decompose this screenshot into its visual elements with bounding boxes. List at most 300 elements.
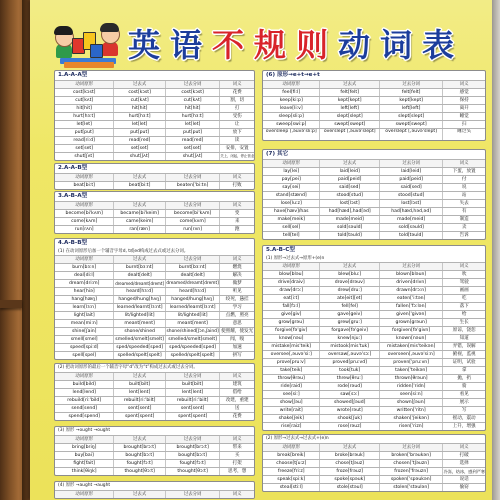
- column-header: 过去式: [114, 256, 165, 263]
- meaning-cell: 写: [461, 408, 467, 413]
- past-tense-cell: shone/shined: [114, 328, 165, 335]
- section-title: 3.A-B-A型: [58, 193, 88, 199]
- base-form-cell: have[hæv]/has: [263, 208, 320, 215]
- meaning-cell: 说: [461, 185, 467, 190]
- past-participle-cell: chosen['tʃəuzn]: [380, 460, 443, 467]
- base-form-cell: read[ri:d]: [55, 137, 114, 144]
- past-tense-cell: lent[lent]: [114, 389, 165, 396]
- table-row: [263, 390, 485, 398]
- section-title: 1.A-A-A型: [58, 72, 88, 78]
- table-section: [262, 245, 486, 431]
- table-section: [54, 70, 255, 161]
- past-participle-cell: kept[kept]: [380, 97, 443, 104]
- past-participle-cell: shown[ʃəun]: [380, 399, 443, 406]
- column-header: 词义: [232, 374, 242, 379]
- section-title: (6) 原形→e+t→e+t: [266, 72, 320, 78]
- table-row: [263, 398, 485, 406]
- base-form-cell: become[bi'kʌm]: [55, 210, 114, 217]
- meaning-cell: 绞死，悬挂: [225, 297, 249, 302]
- poster-title: [128, 27, 464, 63]
- base-form-cell: rebuild[ri:'bild]: [55, 397, 114, 404]
- base-form-cell: give[giv]: [263, 311, 320, 318]
- column-header: 过去分词: [166, 202, 220, 209]
- table-row: [263, 334, 485, 342]
- table-row: [55, 451, 254, 459]
- section-title: 2.A-A-B型: [58, 165, 88, 171]
- past-participle-cell: shaken['ʃeikən]: [380, 415, 443, 422]
- past-participle-cell: slept[slept]: [380, 113, 443, 120]
- base-form-cell: say[sei]: [263, 184, 320, 191]
- table-row: [55, 225, 254, 233]
- kid-right-hair: [100, 23, 119, 32]
- past-participle-cell: left[left]: [380, 105, 443, 112]
- past-participle-cell: stood[stud]: [380, 192, 443, 199]
- base-form-cell: let[let]: [55, 121, 114, 128]
- past-tense-cell: bought[bɔ:t]: [114, 452, 165, 459]
- base-form-cell: sell[sel]: [263, 224, 320, 231]
- past-participle-cell: thought[θɔ:t]: [166, 468, 220, 475]
- past-tense-cell: ate[eit][et]: [320, 295, 379, 302]
- past-tense-cell: learned/learnt[lɜ:nt]: [114, 304, 165, 311]
- table-section: [54, 163, 255, 190]
- table-row: [263, 96, 485, 104]
- table-row: [263, 286, 485, 294]
- base-form-cell: hit[hit]: [55, 105, 114, 112]
- meaning-cell: 建筑: [232, 382, 242, 387]
- past-participle-cell: overseen[,əuvə'si:n]: [380, 351, 443, 358]
- table-row: [55, 88, 254, 96]
- past-tense-cell: lost[lɔst]: [320, 200, 379, 207]
- column-header: 动词原形: [55, 256, 114, 263]
- past-tense-cell: sold[səuld]: [320, 224, 379, 231]
- meaning-cell: 闻，嗅: [230, 337, 245, 342]
- meaning-cell: 原谅，饶恕: [452, 328, 476, 333]
- past-participle-cell: stolen['stəulən]: [380, 484, 443, 491]
- base-form-cell: run[rʌn]: [55, 226, 114, 233]
- table-row: [263, 175, 485, 183]
- table-row: [263, 318, 485, 326]
- table-section: [54, 238, 255, 360]
- letter-block-blue: [90, 44, 103, 58]
- column-header: 过去式: [320, 81, 379, 88]
- base-form-cell: cost[kɔst]: [55, 89, 114, 96]
- column-header: 过去式: [320, 263, 379, 270]
- meaning-cell: 放下: [232, 130, 242, 135]
- meaning-cell: 保持: [459, 98, 469, 103]
- table-header-row: [263, 80, 485, 88]
- past-tense-cell: laid[leid]: [320, 168, 379, 175]
- table-row: [263, 451, 485, 459]
- column-header: 过去式: [114, 436, 165, 443]
- column-header: 词义: [232, 257, 242, 262]
- past-participle-cell: said[sed]: [380, 184, 443, 191]
- table-row: [55, 104, 254, 112]
- table-row: [55, 404, 254, 412]
- table-header-row: [55, 173, 254, 181]
- meaning-cell: 安排，安置: [225, 146, 249, 151]
- past-participle-cell: burnt[bɜ:nt]: [166, 264, 220, 271]
- table-section: [262, 434, 486, 492]
- meaning-cell: 打架: [232, 461, 242, 466]
- table-row: [55, 319, 254, 327]
- meaning-cell: 俯视，监视: [452, 352, 476, 357]
- wall-background: [492, 0, 500, 500]
- column-header: 词义: [459, 445, 469, 450]
- table-header-row: [55, 80, 254, 88]
- title-part: 动词表: [338, 26, 465, 64]
- past-participle-cell: heard[hɜ:d]: [166, 288, 220, 295]
- table-section: [54, 426, 255, 476]
- base-form-cell: draw[drɔ:]: [263, 287, 320, 294]
- past-tense-cell: wrote[rəut]: [320, 407, 379, 414]
- base-form-cell: oversee[,əuvə'si:]: [263, 351, 320, 358]
- meaning-cell: 让: [234, 122, 240, 127]
- past-participle-cell: grown[grəun]: [380, 319, 443, 326]
- column-header: 过去分词: [380, 81, 443, 88]
- past-participle-cell: paid[peid]: [380, 176, 443, 183]
- table-row: [263, 120, 485, 128]
- past-tense-cell: brought[brɔ:t]: [114, 444, 165, 451]
- table-row: [55, 263, 254, 271]
- past-participle-cell: run[rʌn]: [166, 226, 220, 233]
- past-participle-cell: bought[bɔ:t]: [166, 452, 220, 459]
- past-participle-cell: had[hæd,həd,əd]: [380, 208, 443, 215]
- past-participle-cell: shone/shined[ʃɔn,ʃaind]: [166, 329, 219, 334]
- meaning-cell: 知道: [459, 336, 469, 341]
- past-tense-cell: took[tuk]: [320, 367, 379, 374]
- column-header: 词义: [232, 492, 242, 497]
- table-row: [55, 279, 254, 287]
- past-participle-cell: swept[swept]: [380, 121, 443, 128]
- meaning-cell: 说话: [459, 477, 469, 482]
- table-header-row: [55, 201, 254, 209]
- meaning-cell: 有: [461, 209, 467, 214]
- past-tense-cell: dreamed/dreamt[dremt]: [115, 281, 165, 286]
- table-row: [263, 270, 485, 278]
- table-row: [263, 104, 485, 112]
- past-participle-cell: brought[brɔ:t]: [166, 444, 220, 451]
- column-header: 过去分词: [166, 491, 220, 498]
- table-section: [262, 70, 486, 141]
- column-header: 动词原形: [55, 491, 114, 498]
- meaning-cell: 证明，试验: [452, 360, 476, 365]
- table-row: [263, 483, 485, 491]
- base-form-cell: hear[hiə]: [55, 288, 114, 295]
- past-participle-cell: ridden['ridn]: [380, 383, 443, 390]
- base-form-cell: send[send]: [55, 405, 114, 412]
- base-form-cell: sleep[sli:p]: [263, 113, 320, 120]
- table-row: [55, 209, 254, 217]
- wooden-shelf: [0, 0, 31, 500]
- meaning-cell: 落下: [459, 304, 469, 309]
- section-title: 4.A-B-B型: [58, 240, 88, 246]
- column-header: 动词原形: [263, 160, 320, 167]
- table-row: [263, 366, 485, 374]
- base-form-cell: oversleep [,əuvə'sli:p]: [263, 129, 320, 140]
- table-row: [263, 475, 485, 483]
- table-row: [55, 351, 254, 359]
- past-participle-cell: forgiven[fə'givn]: [380, 327, 443, 334]
- past-tense-cell: burnt[bɜ:nt]: [114, 264, 165, 271]
- table-row: [263, 199, 485, 207]
- section-title: (7) 其它: [266, 151, 289, 157]
- past-participle-cell: sent[sent]: [166, 405, 220, 412]
- column-header: 动词原形: [55, 81, 114, 88]
- past-tense-cell: oversaw[,əuvə'sɔ:]: [320, 351, 379, 358]
- past-tense-cell: paid[peid]: [320, 176, 379, 183]
- base-form-cell: spend[spend]: [55, 413, 114, 420]
- table-row: [263, 302, 485, 310]
- column-header: 过去分词: [380, 263, 443, 270]
- past-tense-cell: drew[dru:]: [320, 287, 379, 294]
- past-participle-cell: blown[bləun]: [380, 271, 443, 278]
- base-form-cell: smell[smel]: [55, 336, 114, 343]
- past-tense-cell: knew[nju:]: [320, 335, 379, 342]
- table-row: [263, 382, 485, 390]
- past-participle-cell: drawn[drɔ:n]: [380, 287, 443, 294]
- past-participle-cell: frozen['frəuzn]: [380, 468, 443, 475]
- past-participle-cell: meant[ment]: [166, 320, 220, 327]
- base-form-cell: set[set]: [55, 145, 114, 152]
- meaning-cell: 拼写: [232, 353, 242, 358]
- table-row: [263, 406, 485, 414]
- past-participle-cell: spent[spent]: [166, 413, 220, 420]
- past-tense-cell: cost[kɔst]: [114, 89, 165, 96]
- meaning-cell: 读: [234, 138, 240, 143]
- base-form-cell: freeze[fri:z]: [263, 468, 320, 475]
- meaning-cell: 割，切: [230, 98, 245, 103]
- table-row: [263, 374, 485, 382]
- past-tense-cell: let[let]: [114, 121, 165, 128]
- table-row: [55, 380, 254, 388]
- table-row: [263, 350, 485, 358]
- past-participle-cell: lent[lent]: [166, 389, 220, 396]
- base-form-cell: hurt[hɜ:t]: [55, 113, 114, 120]
- meaning-cell: 使照耀，使发光: [221, 329, 254, 334]
- meaning-cell: 燃烧: [232, 265, 242, 270]
- section-note: (3) 原形 →ought →ought: [58, 428, 111, 433]
- past-tense-cell: thought[θɔ:t]: [114, 468, 165, 475]
- past-tense-cell: shook[ʃuk]: [320, 415, 379, 422]
- table-row: [263, 215, 485, 223]
- meaning-cell: 拿: [461, 368, 467, 373]
- meaning-cell: 骑: [461, 384, 467, 389]
- past-tense-cell: saw[sɔ:]: [320, 391, 379, 398]
- column-header: 过去式: [114, 174, 165, 181]
- meaning-cell: 加速: [232, 345, 242, 350]
- past-tense-cell: mistook[mis'tuk]: [320, 343, 379, 350]
- past-participle-cell: let[let]: [166, 121, 220, 128]
- meaning-cell: 制造: [459, 217, 469, 222]
- base-form-cell: light[lait]: [55, 312, 114, 319]
- base-form-cell: ride[raid]: [263, 383, 320, 390]
- base-form-cell: mean[mi:n]: [55, 320, 114, 327]
- base-form-cell: beat[bi:t]: [55, 182, 114, 189]
- table-row: [55, 388, 254, 396]
- base-form-cell: sweep[swi:p]: [263, 121, 320, 128]
- base-form-cell: shine[ʃain]: [55, 328, 114, 335]
- past-tense-cell: fell[fel]: [320, 303, 379, 310]
- table-row: [263, 422, 485, 430]
- meaning-cell: 点燃，照亮: [225, 313, 249, 318]
- past-participle-cell: lit/lighted[lit]: [166, 312, 220, 319]
- table-row: [55, 327, 254, 335]
- column-header: 词义: [232, 175, 242, 180]
- past-tense-cell: meant[ment]: [114, 320, 165, 327]
- past-participle-cell: overslept [,əuvə'slept]: [380, 129, 443, 140]
- past-tense-cell: became[bi'keim]: [114, 210, 165, 217]
- column-header: 动词原形: [263, 263, 320, 270]
- past-tense-cell: kept[kept]: [320, 97, 379, 104]
- base-form-cell: hang[hæŋ]: [55, 296, 114, 303]
- past-tense-cell: put[put]: [114, 129, 165, 136]
- table-header-row: [263, 262, 485, 270]
- base-form-cell: lay[lei]: [263, 168, 320, 175]
- table-row: [55, 467, 254, 475]
- past-tense-cell: felt[felt]: [320, 89, 379, 96]
- column-header: 词义: [232, 203, 242, 208]
- table-row: [263, 326, 485, 334]
- meaning-cell: 花费: [232, 90, 242, 95]
- meaning-cell: 改建，重建: [225, 398, 249, 403]
- past-participle-cell: laid[leid]: [380, 168, 443, 175]
- section-title: 5.A-B-C型: [266, 247, 295, 253]
- base-form-cell: spell[spel]: [55, 352, 114, 359]
- shelf-board: [0, 300, 22, 308]
- book-stack-2: [64, 62, 114, 68]
- base-form-cell: see[si:]: [263, 391, 320, 398]
- meaning-cell: 生长: [459, 320, 469, 325]
- past-participle-cell: hit[hit]: [166, 105, 220, 112]
- meaning-cell: 付: [461, 177, 467, 182]
- past-participle-cell: spelled/spelt[spelt]: [166, 352, 220, 359]
- base-form-cell: shut[ʃʌt]: [55, 153, 114, 160]
- past-participle-cell: written['ritn]: [380, 407, 443, 414]
- base-form-cell: break[breik]: [263, 452, 320, 459]
- past-tense-cell: blew[blu:]: [320, 271, 379, 278]
- kids-illustration: [52, 14, 124, 68]
- meaning-cell: 吃: [461, 296, 467, 301]
- past-participle-cell: given['givən]: [380, 311, 443, 318]
- meaning-cell: 思考，想: [227, 469, 247, 474]
- meaning-cell: 关上，闭起，停止营业: [220, 154, 254, 158]
- table-row: [263, 310, 485, 318]
- table-row: [55, 144, 254, 152]
- base-form-cell: fight[fait]: [55, 460, 114, 467]
- table-section: [54, 481, 255, 499]
- meaning-cell: 吹: [461, 272, 467, 277]
- base-form-cell: buy[bai]: [55, 452, 114, 459]
- past-participle-cell: told[təuld]: [380, 232, 443, 239]
- past-participle-cell: taken['teikən]: [380, 367, 443, 374]
- past-participle-cell: hurt[hɜ:t]: [166, 113, 220, 120]
- column-header: 过去分词: [166, 373, 220, 380]
- past-participle-cell: made[meid]: [380, 216, 443, 223]
- past-participle-cell: broken['brəukən]: [380, 452, 443, 459]
- past-participle-cell: fought[fɔ:t]: [166, 460, 220, 467]
- past-participle-cell: known[nəun]: [380, 335, 443, 342]
- past-tense-cell: beat[bi:t]: [114, 182, 165, 189]
- past-tense-cell: told[təuld]: [320, 232, 379, 239]
- table-row: [263, 223, 485, 231]
- meaning-cell: 借给: [232, 390, 242, 395]
- base-form-cell: speak[spi:k]: [263, 476, 320, 483]
- table-row: [55, 217, 254, 225]
- meaning-cell: 摇动，震动: [452, 416, 476, 421]
- past-participle-cell: come[kʌm]: [166, 218, 220, 225]
- past-tense-cell: lit/lighted[lit]: [114, 312, 165, 319]
- meaning-cell: 卖: [461, 225, 467, 230]
- table-header-row: [55, 372, 254, 380]
- table-row: [55, 128, 254, 136]
- title-part: 英语: [128, 26, 213, 64]
- past-participle-cell: lost[lɔst]: [380, 200, 443, 207]
- base-form-cell: keep[ki:p]: [263, 97, 320, 104]
- base-form-cell: shake[ʃeik]: [263, 415, 320, 422]
- past-participle-cell: smelled/smelt[smelt]: [166, 336, 220, 343]
- column-header: 词义: [459, 82, 469, 87]
- past-participle-cell: eaten['i:tən]: [380, 295, 443, 302]
- column-header: 动词原形: [263, 444, 320, 451]
- past-participle-cell: put[put]: [166, 129, 220, 136]
- past-tense-cell: spelled/spelt[spelt]: [114, 352, 165, 359]
- table-row: [263, 128, 485, 140]
- past-tense-cell: chose[tʃəuz]: [320, 460, 379, 467]
- meaning-cell: 失去: [459, 201, 469, 206]
- table-section: [54, 363, 255, 421]
- past-tense-cell: ran[ræn]: [114, 226, 165, 233]
- meaning-cell: 学习: [232, 305, 242, 310]
- meaning-cell: 意思: [232, 321, 242, 326]
- past-tense-cell: sped/speeded[sped]: [114, 344, 165, 351]
- past-tense-cell: said[sed]: [320, 184, 379, 191]
- base-form-cell: make[meik]: [263, 216, 320, 223]
- meaning-cell: 选择: [459, 461, 469, 466]
- base-form-cell: lose[lu:z]: [263, 200, 320, 207]
- past-tense-cell: overslept [,əuvə'slept]: [320, 129, 379, 140]
- table-section: [54, 191, 255, 234]
- past-participle-cell: spoken['spəukən]: [380, 476, 443, 483]
- past-participle-cell: beaten['bi:tn]: [166, 182, 220, 189]
- past-tense-cell: left[left]: [320, 105, 379, 112]
- past-participle-cell: read[red]: [166, 137, 220, 144]
- column-header: 过去式: [320, 160, 379, 167]
- past-tense-cell: rode[rəud]: [320, 383, 379, 390]
- past-participle-cell: sold[səuld]: [380, 224, 443, 231]
- past-participle-cell: cut[kʌt]: [166, 97, 220, 104]
- base-form-cell: eat[i:t]: [263, 295, 320, 302]
- table-row: [263, 183, 485, 191]
- past-participle-cell: hanged/hung[hʌŋ]: [166, 296, 220, 303]
- table-row: [55, 112, 254, 120]
- past-participle-cell: dreamed/dreamt[dremt]: [166, 281, 219, 286]
- past-tense-cell: froze[frəuz]: [320, 468, 379, 475]
- meaning-cell: 驾驶: [459, 280, 469, 285]
- meaning-cell: 变: [234, 211, 240, 216]
- table-row: [263, 88, 485, 96]
- past-participle-cell: driven[drivn]: [380, 279, 443, 286]
- past-tense-cell: shut[ʃʌt]: [114, 153, 165, 160]
- table-row: [55, 152, 254, 160]
- past-participle-cell: rebuilt[ri:'bilt]: [166, 397, 220, 404]
- past-tense-cell: spent[spent]: [114, 413, 165, 420]
- meaning-cell: 下蛋，放置: [452, 169, 476, 174]
- table-header-row: [55, 255, 254, 263]
- base-form-cell: think[θiŋk]: [55, 468, 114, 475]
- table-row: [263, 358, 485, 366]
- base-form-cell: stand[stænd]: [263, 192, 320, 199]
- column-header: 词义: [459, 264, 469, 269]
